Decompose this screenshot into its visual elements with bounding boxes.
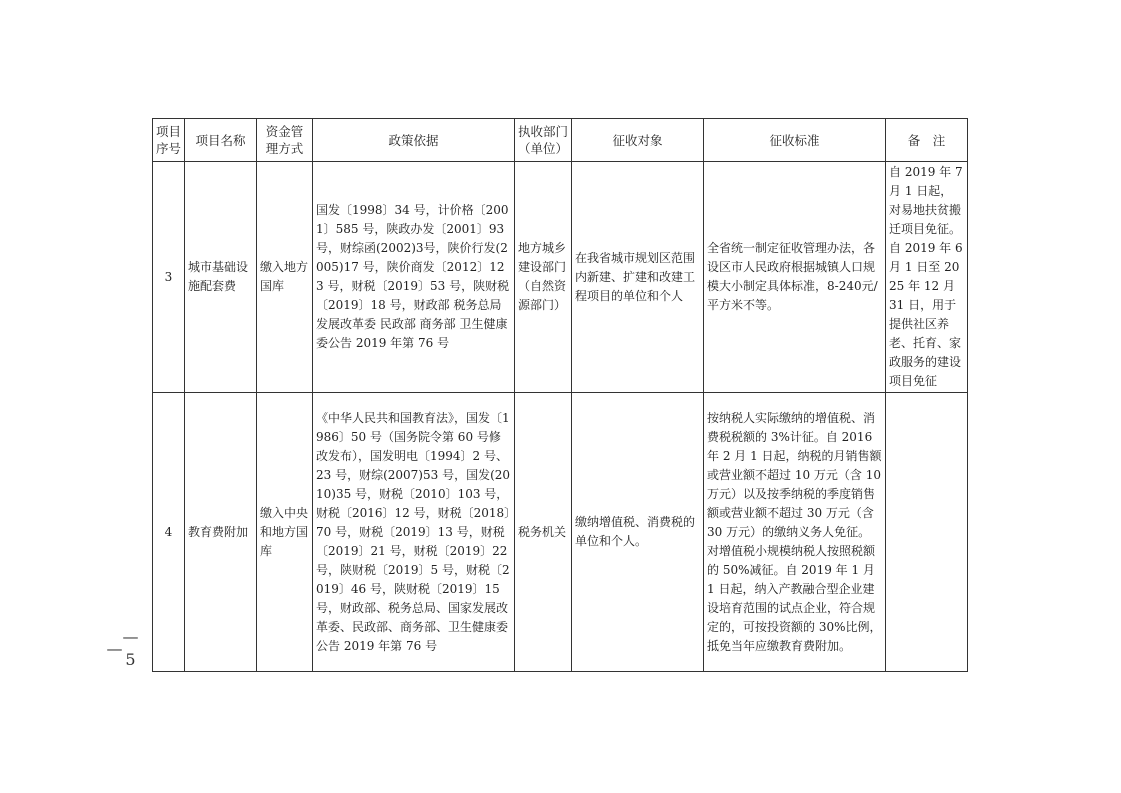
header-policy: 政策依据 xyxy=(313,119,515,162)
row-target-cell: 缴纳增值税、消费税的单位和个人。 xyxy=(572,393,704,672)
header-index: 项目序号 xyxy=(153,119,185,162)
row-fund-mode-cell: 缴入地方国库 xyxy=(257,162,313,393)
header-target: 征收对象 xyxy=(572,119,704,162)
header-department: 执收部门（单位） xyxy=(515,119,572,162)
fee-policy-table xyxy=(152,118,968,672)
row-policy-cell: 国发〔1998〕34 号，计价格〔2001〕585 号，陕政办发〔2001〕93 号，财综函(2002)3号，陕价行发(2005)17 号，陕价商发〔2012〕123 号，财税〔2019〕53 号，陕财税〔2019〕18 号，财政部 税务总局 发展改革委 民政部 商务部 卫生健康委公告 2019 年第 76 号 xyxy=(313,162,515,393)
table-row xyxy=(153,162,968,393)
row-target-cell: 在我省城市规划区范围内新建、扩建和改建工程项目的单位和个人 xyxy=(572,162,704,393)
row-index-cell: 4 xyxy=(153,393,185,672)
row-name-cell: 城市基础设施配套费 xyxy=(185,162,257,393)
table-header-row xyxy=(153,119,968,162)
row-policy-cell: 《中华人民共和国教育法》，国发〔1986〕50 号（国务院令第 60 号修改发布），国发明电〔1994〕2 号、23 号，财综(2007)53 号，国发(2010)35 号，财税〔2010〕103 号，财税〔2016〕12 号，财税〔2018〕70 号，财税〔2019〕13 号，财税〔2019〕21 号，财税〔2019〕22 号，陕财税〔2019〕5 号，财税〔2019〕46 号，陕财税〔2019〕15 号，财政部、税务总局、国家发展改革委、民政部、商务部、卫生健康委公告 2019 年第 76 号 xyxy=(313,393,515,672)
header-name: 项目名称 xyxy=(185,119,257,162)
row-name-cell: 教育费附加 xyxy=(185,393,257,672)
row-fund-mode-cell: 缴入中央和地方国库 xyxy=(257,393,313,672)
header-fund-mode: 资金管理方式 xyxy=(257,119,313,162)
row-department-cell: 税务机关 xyxy=(515,393,572,672)
header-standard: 征收标准 xyxy=(704,119,886,162)
row-department-cell: 地方城乡建设部门（自然资源部门） xyxy=(515,162,572,393)
table-row xyxy=(153,393,968,672)
row-notes-cell: 自 2019 年 7 月 1 日起，对易地扶贫搬迁项目免征。自 2019 年 6 月 1 日至 2025 年 12 月 31 日，用于提供社区养老、托育、家政服务的建设项目免征 xyxy=(886,162,968,393)
row-index-cell: 3 xyxy=(153,162,185,393)
header-notes: 备 注 xyxy=(886,119,968,162)
row-standard-cell: 按纳税人实际缴纳的增值税、消费税税额的 3%计征。自 2016 年 2 月 1 日起，纳税的月销售额或营业额不超过 10 万元（含 10 万元）以及按季纳税的季度销售额或营业额不超过 30 万元（含 30 万元）的缴纳义务人免征。对增值税小规模纳税人按照税额的 50%减征。自 2019 年 1 月 1 日起，纳入产教融合型企业建设培育范围的试点企业，符合规定的，可按投资额的 30%比例，抵免当年应缴教育费附加。 xyxy=(704,393,886,672)
page-number: —5— xyxy=(105,627,140,673)
row-standard-cell: 全省统一制定征收管理办法，各设区市人民政府根据城镇人口规模大小制定具体标准，8-240元/平方米不等。 xyxy=(704,162,886,393)
row-notes-cell xyxy=(886,393,968,672)
